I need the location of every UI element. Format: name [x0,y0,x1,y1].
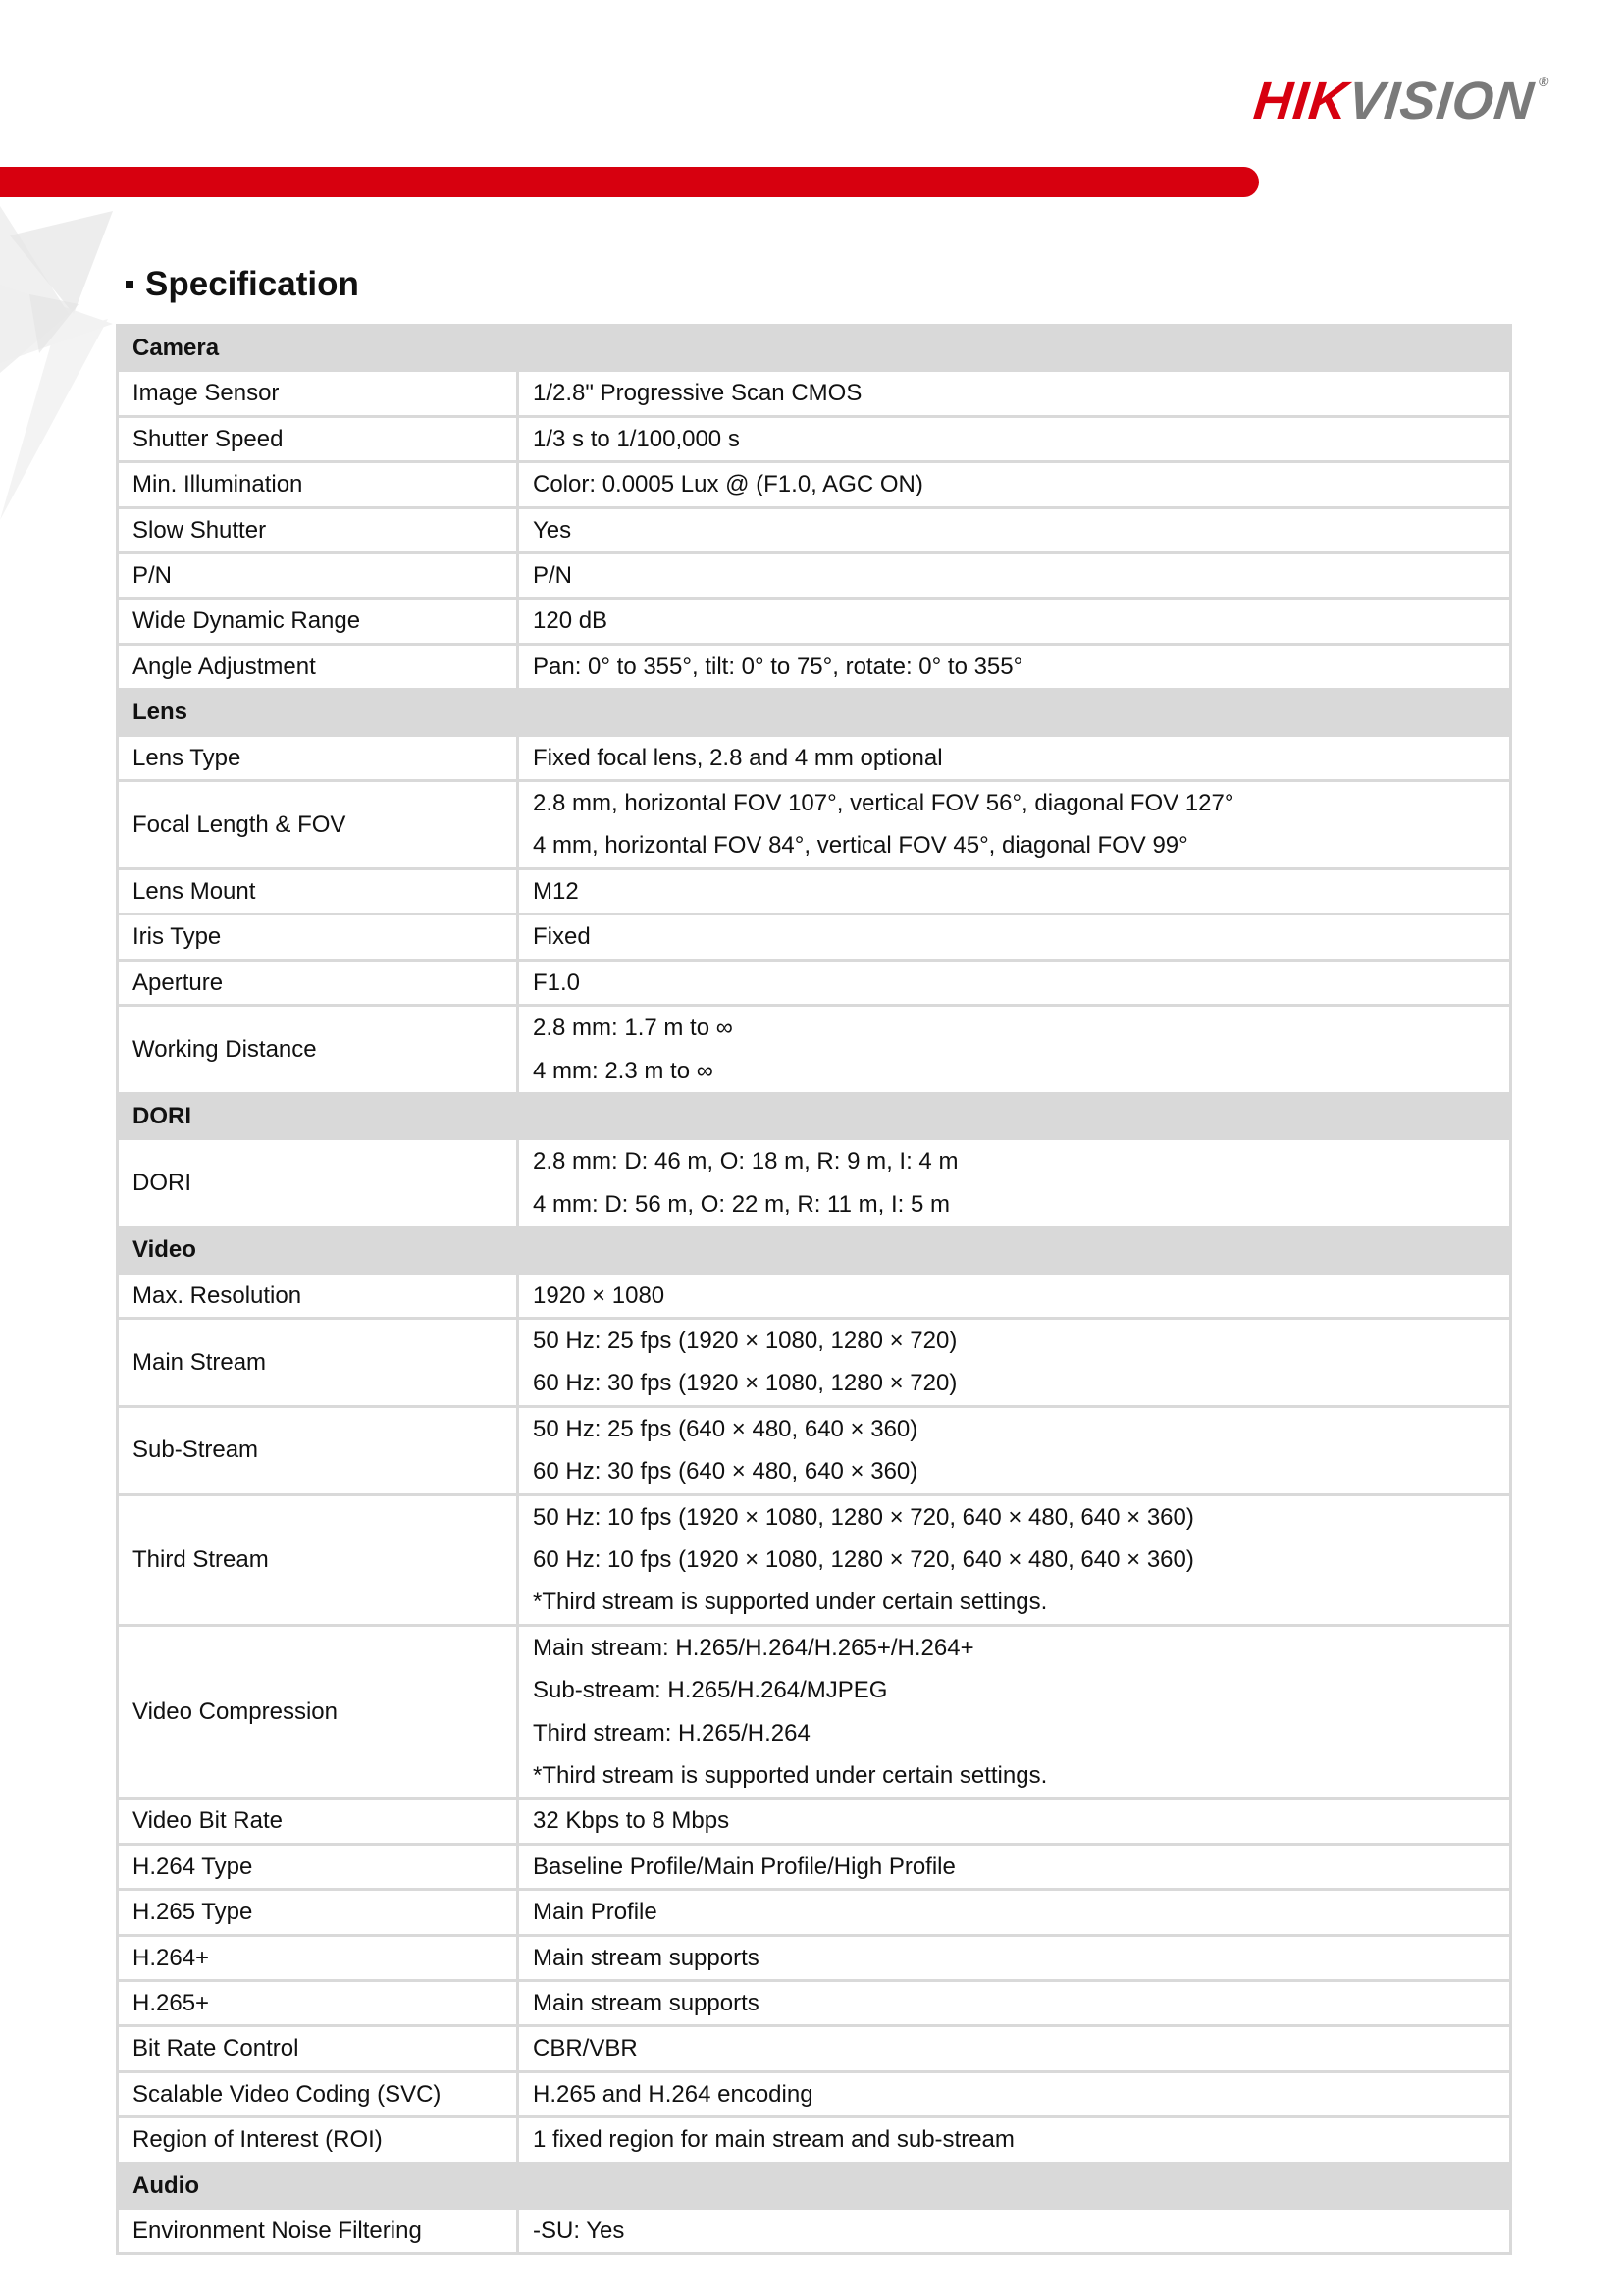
logo-vision: VISION [1344,72,1538,130]
section-title: Lens [118,690,1511,735]
spec-value-cell [518,1890,1511,1935]
spec-value-cell [518,371,1511,416]
section-header-row [118,690,1511,735]
spec-value-cell [518,2117,1511,2163]
spec-value: 32 Kbps to 8 Mbps [533,1807,730,1835]
spec-value-cell [518,1494,1511,1625]
table-row [118,507,1511,552]
spec-value: 60 Hz: 10 fps (1920 × 1080, 1280 × 720, 640 × 480, 640 × 360) [533,1545,1194,1573]
spec-value-cell [518,1799,1511,1844]
spec-value: *Third stream is supported under certain settings. [533,1762,1048,1789]
table-row [118,1273,1511,1318]
spec-label: Focal Length & FOV [118,781,518,869]
spec-value: 60 Hz: 30 fps (640 × 480, 640 × 360) [533,1458,918,1486]
spec-value: 2.8 mm: 1.7 m to ∞ [533,1015,733,1042]
table-row [118,1406,1511,1494]
spec-label: Working Distance [118,1006,518,1094]
table-row [118,1844,1511,1889]
table-row [118,1890,1511,1935]
spec-value-cell [518,599,1511,644]
spec-value-cell [518,1981,1511,2026]
spec-label: DORI [118,1139,518,1227]
spec-value-cell [518,960,1511,1005]
section-title: Camera [118,326,1511,371]
spec-value-cell [518,462,1511,507]
spec-value: 2.8 mm, horizontal FOV 107°, vertical FOV 56°, diagonal FOV 127° [533,790,1234,817]
section-title: DORI [118,1093,1511,1138]
header-red-bar [0,167,1259,197]
table-row [118,644,1511,689]
table-row [118,462,1511,507]
spec-value: 2.8 mm: D: 46 m, O: 18 m, R: 9 m, I: 4 m [533,1148,959,1175]
spec-value-cell [518,1006,1511,1094]
table-row [118,868,1511,913]
spec-value: Yes [533,516,572,544]
table-row [118,553,1511,599]
spec-label: Video Compression [118,1625,518,1799]
section-header-row [118,1093,1511,1138]
table-row [118,416,1511,461]
spec-value: Fixed [533,923,591,951]
spec-label: Image Sensor [118,371,518,416]
logo-hik: HIK [1250,72,1352,130]
table-row [118,1139,1511,1227]
spec-value: 50 Hz: 10 fps (1920 × 1080, 1280 × 720, 640 × 480, 640 × 360) [533,1503,1194,1531]
table-row [118,914,1511,960]
spec-value: 1/2.8" Progressive Scan CMOS [533,380,863,407]
spec-label: Third Stream [118,1494,518,1625]
table-row [118,1494,1511,1625]
table-row [118,1981,1511,2026]
table-row [118,1006,1511,1094]
spec-label: Shutter Speed [118,416,518,461]
table-row [118,1318,1511,1406]
spec-value-cell [518,416,1511,461]
spec-value: Sub-stream: H.265/H.264/MJPEG [533,1677,888,1704]
section-title: Audio [118,2163,1511,2208]
spec-value: 1920 × 1080 [533,1281,665,1309]
table-row [118,960,1511,1005]
spec-label: Scalable Video Coding (SVC) [118,2071,518,2116]
spec-value: *Third stream is supported under certain settings. [533,1589,1048,1616]
spec-label: Environment Noise Filtering [118,2209,518,2254]
spec-label: H.265 Type [118,1890,518,1935]
spec-value: Third stream: H.265/H.264 [533,1719,811,1747]
spec-value: 4 mm: D: 56 m, O: 22 m, R: 11 m, I: 5 m [533,1190,950,1218]
spec-value-cell [518,1625,1511,1799]
spec-label: Max. Resolution [118,1273,518,1318]
specification-table [116,324,1512,2255]
spec-value: 1 fixed region for main stream and sub-stream [533,2126,1015,2154]
spec-value: Baseline Profile/Main Profile/High Profile [533,1852,956,1880]
spec-value: Main stream: H.265/H.264/H.265+/H.264+ [533,1634,974,1661]
spec-label: Slow Shutter [118,507,518,552]
spec-value-cell [518,2071,1511,2116]
spec-value: M12 [533,877,579,905]
bullet-icon [126,281,133,288]
registered-mark: ® [1538,74,1551,89]
spec-value-cell [518,735,1511,780]
spec-value: Main Profile [533,1899,657,1926]
spec-label: Sub-Stream [118,1406,518,1494]
spec-value-cell [518,1318,1511,1406]
spec-label: H.264+ [118,1935,518,1980]
spec-value: Color: 0.0005 Lux @ (F1.0, AGC ON) [533,471,923,498]
spec-label: Aperture [118,960,518,1005]
table-row [118,1799,1511,1844]
spec-value-cell [518,1139,1511,1227]
spec-value: Pan: 0° to 355°, tilt: 0° to 75°, rotate: 0° to 355° [533,652,1023,680]
spec-value: 60 Hz: 30 fps (1920 × 1080, 1280 × 720) [533,1370,958,1397]
spec-value: 4 mm, horizontal FOV 84°, vertical FOV 45°, diagonal FOV 99° [533,832,1188,860]
spec-label: H.264 Type [118,1844,518,1889]
table-row [118,2026,1511,2071]
spec-label: Video Bit Rate [118,1799,518,1844]
table-row [118,2209,1511,2254]
page-title-text: Specification [145,265,359,303]
spec-value-cell [518,644,1511,689]
spec-value: Main stream supports [533,1990,759,2017]
spec-value: Main stream supports [533,1944,759,1971]
spec-value-cell [518,1935,1511,1980]
spec-value-cell [518,2209,1511,2254]
spec-value-cell [518,1273,1511,1318]
table-row [118,2117,1511,2163]
page-title [126,265,359,304]
spec-value: 50 Hz: 25 fps (640 × 480, 640 × 360) [533,1415,918,1442]
hikvision-logo [1250,72,1551,130]
spec-value: CBR/VBR [533,2035,638,2062]
spec-value: H.265 and H.264 encoding [533,2080,813,2108]
spec-value-cell [518,781,1511,869]
table-row [118,599,1511,644]
spec-label: H.265+ [118,1981,518,2026]
spec-value-cell [518,2026,1511,2071]
spec-value-cell [518,1406,1511,1494]
section-header-row [118,1227,1511,1273]
spec-label: Region of Interest (ROI) [118,2117,518,2163]
spec-value: Fixed focal lens, 2.8 and 4 mm optional [533,744,943,771]
spec-value-cell [518,868,1511,913]
spec-value: 50 Hz: 25 fps (1920 × 1080, 1280 × 720) [533,1327,958,1354]
section-header-row [118,2163,1511,2208]
spec-value: 1/3 s to 1/100,000 s [533,425,740,452]
spec-label: Lens Mount [118,868,518,913]
spec-value-cell [518,507,1511,552]
spec-label: Angle Adjustment [118,644,518,689]
spec-label: P/N [118,553,518,599]
table-row [118,2071,1511,2116]
spec-value: P/N [533,562,573,590]
table-row [118,781,1511,869]
section-header-row [118,326,1511,371]
spec-label: Iris Type [118,914,518,960]
spec-label: Lens Type [118,735,518,780]
spec-label: Main Stream [118,1318,518,1406]
spec-value: -SU: Yes [533,2218,625,2245]
spec-value: 120 dB [533,607,608,635]
table-row [118,371,1511,416]
spec-value-cell [518,1844,1511,1889]
spec-value-cell [518,553,1511,599]
spec-value: 4 mm: 2.3 m to ∞ [533,1057,713,1084]
spec-label: Min. Illumination [118,462,518,507]
spec-value: F1.0 [533,968,581,996]
table-row [118,735,1511,780]
spec-label: Wide Dynamic Range [118,599,518,644]
section-title: Video [118,1227,1511,1273]
table-row [118,1625,1511,1799]
spec-label: Bit Rate Control [118,2026,518,2071]
table-row [118,1935,1511,1980]
spec-value-cell [518,914,1511,960]
